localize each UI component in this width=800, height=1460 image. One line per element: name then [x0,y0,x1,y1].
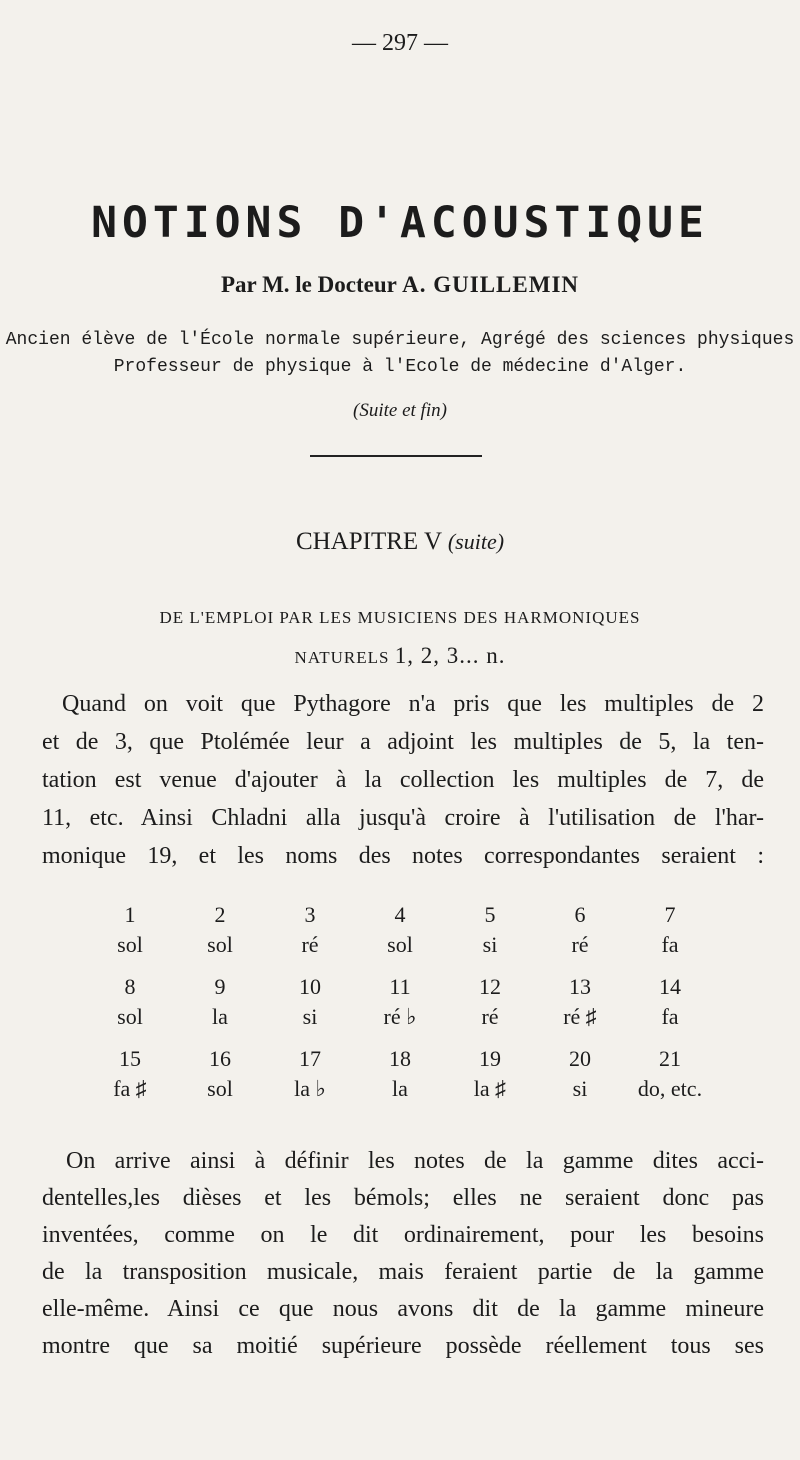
author-prefix: Par M. le Docteur [220,272,397,297]
harmonic-number: 12 [479,974,501,999]
harmonic-number: 5 [484,902,496,927]
note-name: sol [387,932,413,957]
harmonic-number: 7 [664,902,676,927]
harmonic-number: 8 [124,974,136,999]
harmonic-number-row [85,900,765,930]
harmonic-number: 20 [569,1046,591,1071]
author-line [0,272,800,298]
harmonic-number: 10 [299,974,321,999]
paragraph-line: inventées, comme on le dit ordinairement, pour les besoins [42,1222,764,1248]
note-name: ré [481,1004,499,1029]
note-name: la ♯ [473,1076,507,1101]
article-title: NOTIONS D'ACOUSTIQUE [91,198,709,248]
note-name-row [85,1002,765,1032]
note-name: do, etc. [637,1076,703,1101]
note-name: la [392,1076,408,1101]
note-name-row [85,930,765,960]
note-name: fa [661,1004,679,1029]
note-name: la ♭ [294,1076,326,1101]
section-heading-numbers: 1, 2, 3... n. [394,643,506,668]
paragraph-line: tation est venue d'ajouter à la collection les multiples de 7, de [42,767,764,793]
note-name: si [482,932,498,957]
paragraph-line: 11, etc. Ainsi Chladni alla jusqu'à croire à l'utilisation de l'har- [42,805,764,831]
suite-note: (Suite et fin) [353,400,447,421]
harmonic-number: 3 [304,902,316,927]
paragraph-line: Quand on voit que Pythagore n'a pris que les multiples de 2 [62,691,764,717]
harmonic-number: 11 [389,974,411,999]
note-name: ré [301,932,319,957]
note-name: si [572,1076,588,1101]
harmonic-number: 9 [214,974,226,999]
note-name: sol [207,1076,233,1101]
paragraph-line: monique 19, et les noms des notes correspondantes seraient : [42,843,764,869]
paragraph-line: dentelles,les dièses et les bémols; elles ne seraient donc pas [42,1185,764,1211]
section-heading-line-1: DE L'EMPLOI PAR LES MUSICIENS DES HARMONIQUES [159,608,641,627]
note-name: sol [117,1004,143,1029]
section-heading-line-2 [0,643,800,669]
chapter-label: CHAPITRE V [295,528,442,555]
author-name: A. GUILLEMIN [402,272,580,297]
paragraph-line: et de 3, que Ptolémée leur a adjoint les multiples de 5, la ten- [42,729,764,755]
note-name: fa ♯ [113,1076,147,1101]
harmonic-number: 17 [299,1046,321,1071]
harmonic-number-row [85,1044,765,1074]
note-name-row [85,1074,765,1104]
harmonic-number: 14 [659,974,681,999]
harmonic-number: 13 [569,974,591,999]
harmonic-number: 6 [574,902,586,927]
paragraph-line: On arrive ainsi à définir les notes de la gamme dites acci- [66,1148,764,1174]
harmonic-number: 1 [124,902,136,927]
affiliation-line-2: Professeur de physique à l'Ecole de médecine d'Alger. [113,357,687,377]
chapter-heading [0,528,800,556]
note-name: si [302,1004,318,1029]
note-name: sol [207,932,233,957]
note-name: sol [117,932,143,957]
harmonic-number: 15 [119,1046,141,1071]
note-name: ré [571,932,589,957]
note-name: la [212,1004,228,1029]
paragraph-2 [42,1143,764,1365]
paragraph-1 [42,685,764,875]
paragraph-line: de la transposition musicale, mais feraient partie de la gamme [42,1259,764,1285]
chapter-suite: (suite) [447,529,505,554]
paragraph-line: elle-même. Ainsi ce que nous avons dit de la gamme mineure [42,1296,764,1322]
affiliation-line-1: Ancien élève de l'École normale supérieure, Agrégé des sciences physiques [5,330,795,350]
note-name: ré ♭ [383,1004,417,1029]
harmonic-number: 4 [394,902,406,927]
harmonic-number: 21 [659,1046,681,1071]
harmonic-number-row [85,972,765,1002]
separator-rule [310,455,482,457]
page-number: — 297 — [352,30,448,56]
harmonic-notes-table [85,900,765,1116]
note-name: ré ♯ [563,1004,597,1029]
harmonic-number: 19 [479,1046,501,1071]
note-name: fa [661,932,679,957]
paragraph-line: montre que sa moitié supérieure possède réellement tous ses [42,1333,764,1359]
harmonic-number: 2 [214,902,226,927]
section-heading-prefix: NATURELS [294,648,390,667]
harmonic-number: 18 [389,1046,411,1071]
harmonic-number: 16 [209,1046,231,1071]
